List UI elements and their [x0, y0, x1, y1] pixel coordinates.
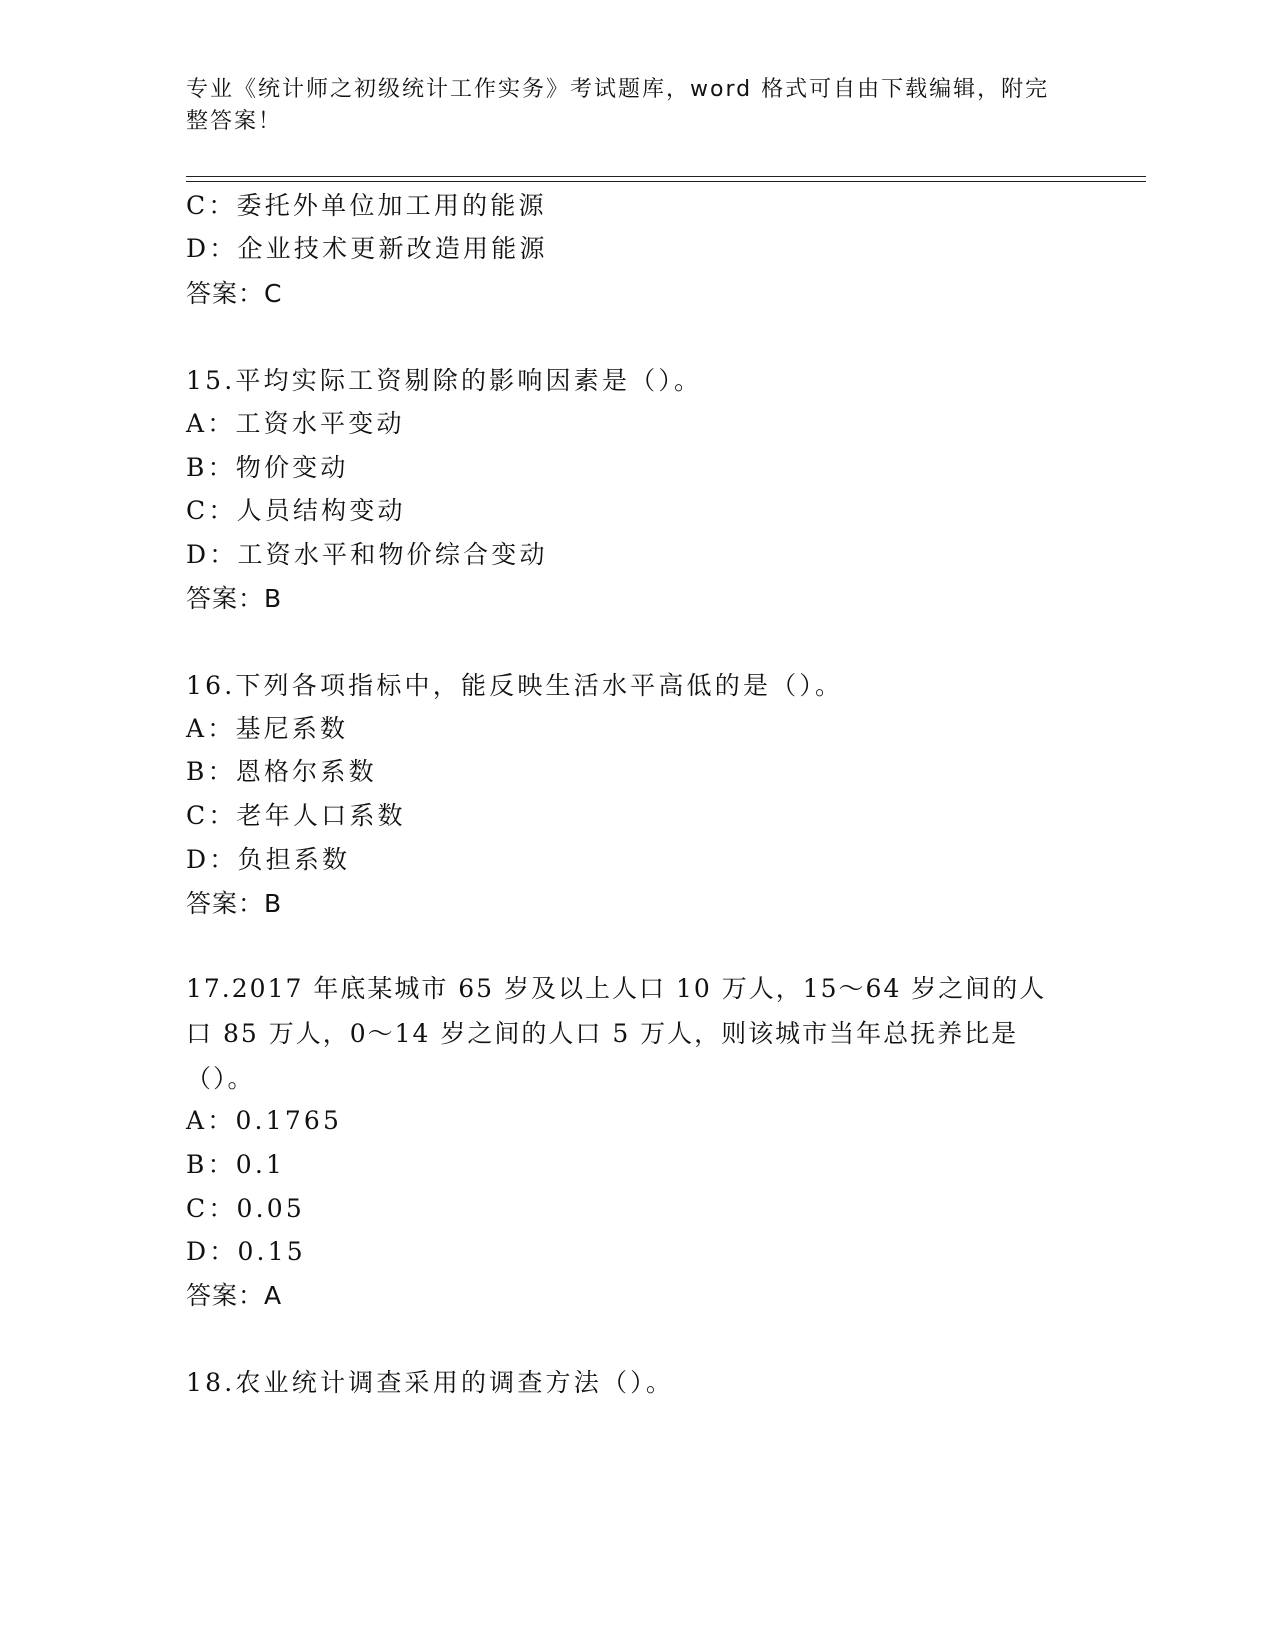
answer-line: 答案：A — [186, 1281, 283, 1310]
question-stem: 16.下列各项指标中，能反映生活水平高低的是（）。 — [186, 671, 844, 700]
header-divider-top — [186, 176, 1146, 177]
option-d: D：企业技术更新改造用能源 — [186, 234, 548, 263]
option-b: B：物价变动 — [186, 453, 349, 482]
option-a: A：基尼系数 — [186, 714, 349, 743]
option-c: C：0.05 — [186, 1194, 305, 1223]
option-a: A：工资水平变动 — [186, 409, 405, 438]
option-c: C：委托外单位加工用的能源 — [186, 191, 547, 220]
option-b: B：0.1 — [186, 1150, 286, 1179]
answer-line: 答案：C — [186, 279, 283, 308]
option-b: B：恩格尔系数 — [186, 757, 377, 786]
answer-line: 答案：B — [186, 584, 283, 613]
question-stem: 18.农业统计调查采用的调查方法（）。 — [186, 1368, 675, 1397]
option-d: D：负担系数 — [186, 845, 351, 874]
option-c: C：老年人口系数 — [186, 801, 406, 830]
option-d: D：0.15 — [186, 1237, 306, 1266]
answer-line: 答案：B — [186, 889, 283, 918]
document-header-text: 专业《统计师之初级统计工作实务》考试题库，word 格式可自由下载编辑，附完整答案！ — [186, 77, 1050, 134]
option-d: D：工资水平和物价综合变动 — [186, 540, 548, 569]
option-a: A：0.1765 — [186, 1106, 343, 1135]
question-stem: 17.2017 年底某城市 65 岁及以上人口 10 万人，15～64 岁之间的人口 85 万人，0～14 岁之间的人口 5 万人，则该城市当年总抚养比是（）。 — [186, 974, 1047, 1093]
option-c: C：人员结构变动 — [186, 496, 406, 525]
question-stem: 15.平均实际工资剔除的影响因素是（）。 — [186, 366, 703, 395]
header-divider-bottom — [186, 181, 1146, 182]
